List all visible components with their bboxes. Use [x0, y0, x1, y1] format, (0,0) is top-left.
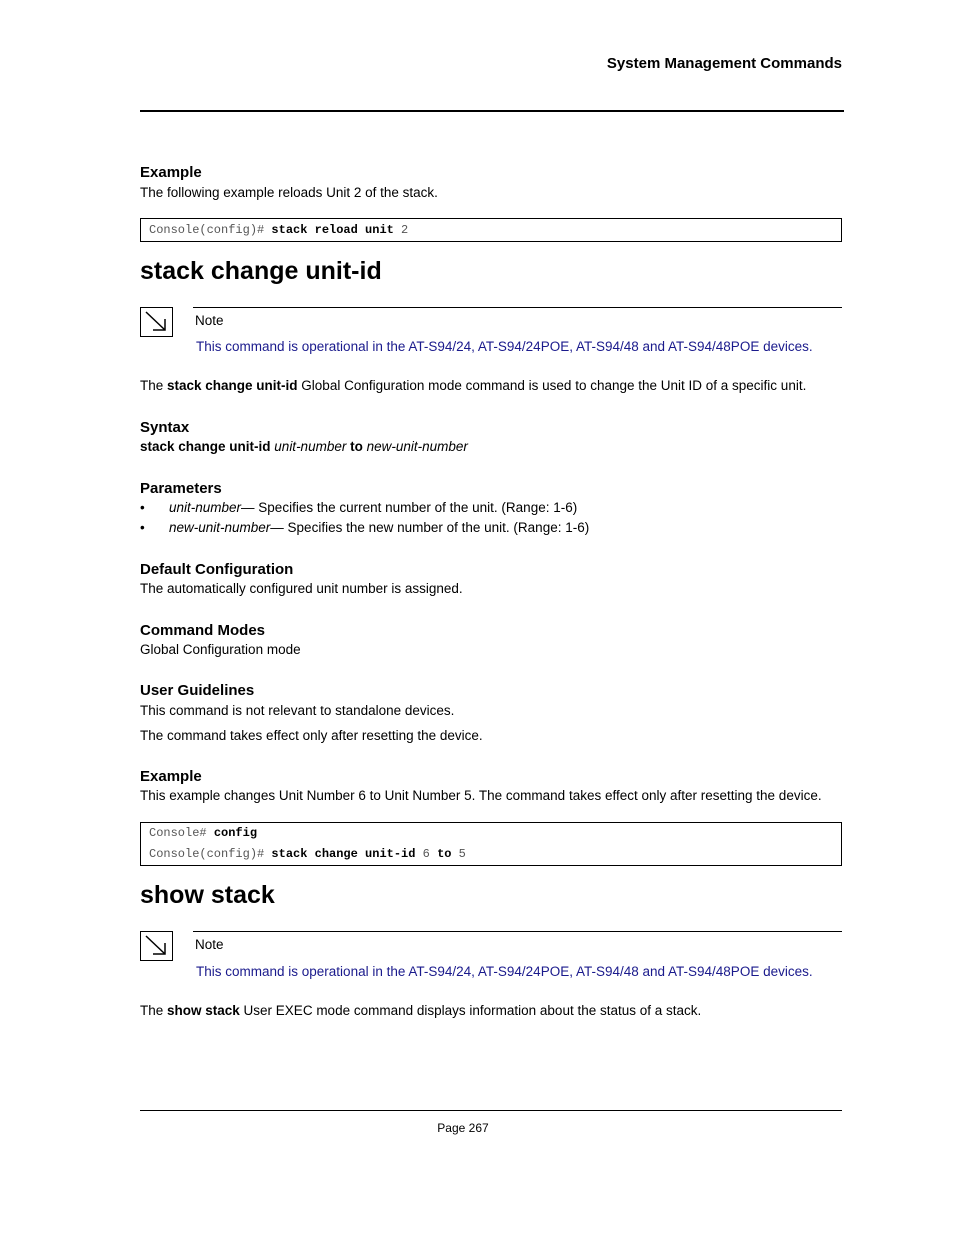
default-config-heading: Default Configuration [140, 561, 294, 578]
user-guidelines-heading: User Guidelines [140, 682, 255, 699]
note-text: This command is operational in the AT-S94/24, AT-S94/24POE, AT-S94/48 and AT-S94/48POE devices. [196, 964, 813, 979]
code-prompt: Console(config)# [149, 223, 265, 237]
page-number: Page 267 [437, 1121, 489, 1135]
default-config-text: The automatically configured unit number is assigned. [140, 581, 463, 596]
note-icon [140, 931, 173, 961]
syntax-line: stack change unit-id unit-number to new-unit-number [140, 439, 468, 454]
example-heading: Example [140, 164, 202, 181]
code-block: Console# config Console(config)# stack change unit-id 6 to 5 [140, 822, 842, 866]
example-text: The following example reloads Unit 2 of the stack. [140, 185, 438, 200]
example-text: This example changes Unit Number 6 to Unit Number 5. The command takes effect only after resetting the device. [140, 788, 822, 803]
footer-divider [140, 1110, 842, 1111]
note-text: This command is operational in the AT-S94/24, AT-S94/24POE, AT-S94/48 and AT-S94/48POE devices. [196, 339, 813, 354]
note-label: Note [195, 937, 224, 952]
command-name: stack change unit-id [167, 378, 298, 393]
note-icon [140, 307, 173, 337]
note-divider [193, 931, 842, 932]
note-label: Note [195, 313, 224, 328]
parameters-heading: Parameters [140, 480, 222, 497]
code-command: stack reload unit [271, 223, 394, 237]
user-guidelines-line: This command is not relevant to standalone devices. [140, 703, 455, 718]
user-guidelines-line: The command takes effect only after resetting the device. [140, 728, 483, 743]
command-modes-heading: Command Modes [140, 622, 266, 639]
code-argument: 2 [401, 223, 409, 237]
example-heading: Example [140, 768, 202, 785]
syntax-heading: Syntax [140, 419, 190, 436]
command-description: The stack change unit-id Global Configuration mode command is used to change the Unit ID of a specific unit. [140, 378, 807, 393]
section-title: show stack [140, 881, 275, 909]
command-modes-text: Global Configuration mode [140, 642, 301, 657]
command-description: The show stack User EXEC mode command displays information about the status of a stack. [140, 1003, 702, 1018]
header-divider [140, 110, 844, 112]
command-name: show stack [167, 1003, 240, 1018]
section-title: stack change unit-id [140, 257, 382, 285]
running-header: System Management Commands [606, 55, 842, 72]
code-block [140, 218, 842, 242]
note-divider [193, 307, 842, 308]
